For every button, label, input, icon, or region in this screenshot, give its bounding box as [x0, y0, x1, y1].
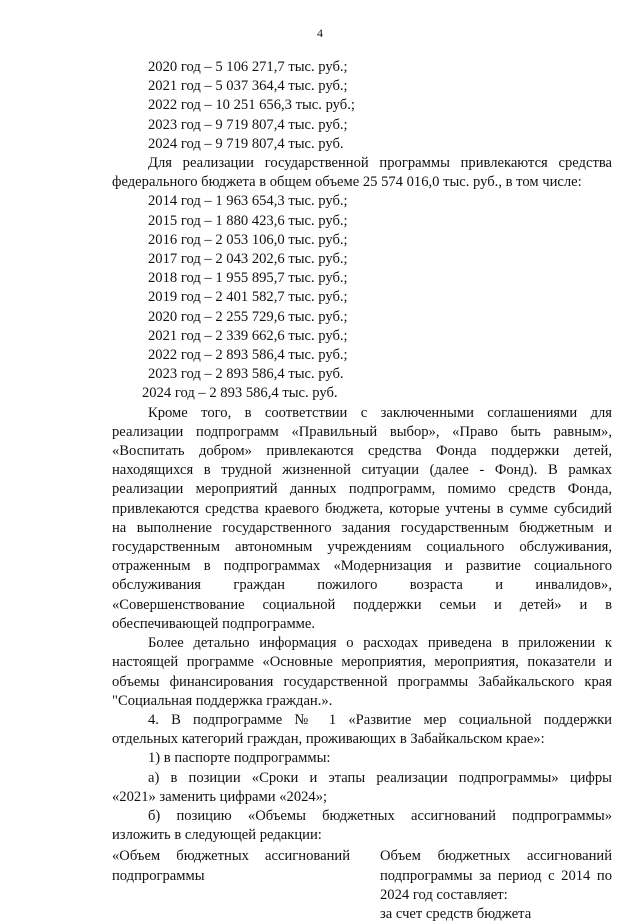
paragraph-line: изложить в следующей редакции:	[112, 827, 322, 844]
paragraph-line: реализации подпрограмм «Правильный выбор», «Право быть равным»,	[112, 423, 612, 440]
paragraph-line: а) в позиции «Сроки и этапы реализации подпрограммы» цифры	[148, 769, 612, 786]
list-item: 2024 год – 2 893 586,4 тыс. руб.	[142, 385, 338, 402]
list-item: 2022 год – 10 251 656,3 тыс. руб.;	[148, 97, 355, 114]
fund-paragraph	[112, 404, 612, 634]
paragraph-line: «2021» заменить цифрами «2024»;	[112, 788, 328, 805]
paragraph-line: 4. В подпрограмме № 1 «Развитие мер социальной поддержки	[148, 711, 612, 728]
regional-years-list	[112, 58, 612, 154]
paragraph-line: объемы финансирования государственной программы Забайкальского края	[112, 673, 612, 690]
paragraph-line: находящихся в трудной жизненной ситуации (далее - Фонд). В рамках	[112, 462, 612, 479]
paragraph-line: на выполнение государственного задания государственным бюджетным и	[112, 519, 612, 536]
document-body	[112, 58, 612, 924]
list-item: 2014 год – 1 963 654,3 тыс. руб.;	[148, 193, 348, 210]
table-value-cell	[380, 847, 612, 924]
passport-line: 1) в паспорте подпрограммы:	[148, 750, 331, 767]
list-item: 2017 год – 2 043 202,6 тыс. руб.;	[148, 251, 348, 268]
list-item: 2020 год – 5 106 271,7 тыс. руб.;	[148, 59, 348, 75]
federal-intro-paragraph	[112, 154, 612, 192]
budget-table	[112, 847, 612, 924]
item-4-paragraph	[112, 711, 612, 749]
list-item: 2020 год – 2 255 729,6 тыс. руб.;	[148, 308, 348, 325]
paragraph-line: государственным автономным учреждениям социального обслуживания,	[112, 539, 612, 556]
paragraph-line: настоящей программе «Основные мероприятия, мероприятия, показатели и	[112, 654, 612, 671]
list-item: 2023 год – 9 719 807,4 тыс. руб.;	[148, 116, 348, 133]
paragraph-line: отраженным в подпрограммах «Модернизация и развитие социального	[112, 558, 612, 575]
paragraph-line: реализации мероприятий данных подпрограмм, помимо средств Фонда,	[112, 481, 612, 498]
cell-line: Объем бюджетных ассигнований	[380, 848, 612, 865]
paragraph-line: привлекаются средства краевого бюджета, которые учтены в сумме субсидий	[112, 500, 612, 517]
paragraph-line: Более детально информация о расходах приведена в приложении к	[148, 635, 612, 652]
list-item: 2021 год – 2 339 662,6 тыс. руб.;	[148, 327, 348, 344]
paragraph-line: отдельных категорий граждан, проживающих в Забайкальском крае»:	[112, 731, 545, 748]
paragraph-line: "Социальная поддержка граждан.».	[112, 692, 333, 709]
paragraph-line: обеспечивающей подпрограмме.	[112, 615, 316, 632]
list-item: 2018 год – 1 955 895,7 тыс. руб.;	[148, 270, 348, 287]
cell-line: «Объем бюджетных ассигнований	[112, 848, 350, 865]
paragraph-line: обслуживания граждан пожилого возраста и инвалидов»,	[112, 577, 612, 594]
cell-line: за счет средств бюджета	[380, 905, 532, 922]
cell-line: подпрограммы за период с 2014 по	[380, 867, 612, 884]
details-paragraph	[112, 634, 612, 711]
list-item: 2016 год – 2 053 106,0 тыс. руб.;	[148, 231, 348, 248]
list-item: 2023 год – 2 893 586,4 тыс. руб.	[148, 366, 344, 383]
paragraph-line: Кроме того, в соответствии с заключенными соглашениями для	[148, 404, 612, 421]
cell-line: подпрограммы	[112, 867, 205, 884]
cell-line: 2024 год составляет:	[380, 886, 508, 903]
list-item: 2015 год – 1 880 423,6 тыс. руб.;	[148, 212, 348, 229]
paragraph-line: б) позицию «Объемы бюджетных ассигнований подпрограммы»	[148, 807, 612, 824]
list-item: 2024 год – 9 719 807,4 тыс. руб.	[148, 135, 344, 152]
paragraph-line: «Совершенствование социальной поддержки семьи и детей» и в	[112, 596, 612, 613]
list-item: 2021 год – 5 037 364,4 тыс. руб.;	[148, 78, 348, 95]
paragraph-line: федерального бюджета в общем объеме 25 574 016,0 тыс. руб., в том числе:	[112, 174, 582, 191]
table-label-cell	[112, 847, 350, 924]
paragraph-line: Для реализации государственной программы привлекаются средства	[148, 155, 612, 172]
paragraph-line: «Воспитать добром» привлекаются средства Фонда поддержки детей,	[112, 443, 612, 460]
list-item: 2022 год – 2 893 586,4 тыс. руб.;	[148, 347, 348, 364]
item-b-paragraph	[112, 807, 612, 845]
page-number: 4	[317, 26, 323, 40]
item-a-paragraph	[112, 769, 612, 807]
list-item: 2019 год – 2 401 582,7 тыс. руб.;	[148, 289, 348, 306]
federal-years-list	[112, 192, 612, 403]
